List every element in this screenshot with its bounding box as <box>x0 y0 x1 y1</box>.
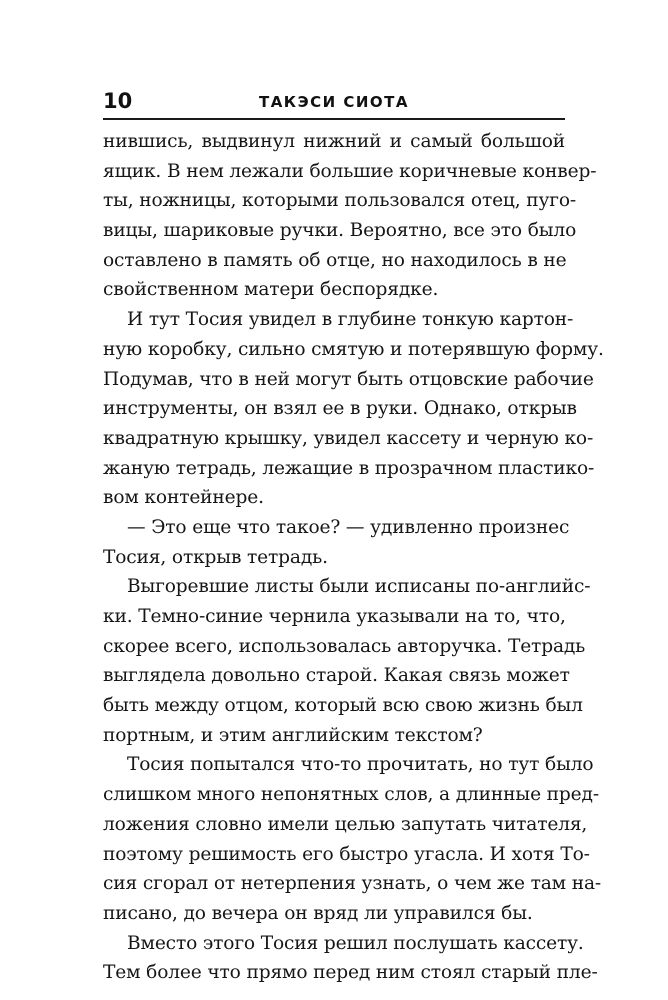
paragraph <box>103 572 591 750</box>
text-line: Вместо этого Тосия решил послушать кассету. <box>127 932 584 954</box>
text-line: Тосия, открыв тетрадь. <box>103 546 328 568</box>
text-line: быть между отцом, который всю свою жизнь был <box>103 695 583 717</box>
text-line: ложения словно имели целью запутать читателя, <box>103 813 588 835</box>
paragraph <box>103 127 597 305</box>
paragraph <box>103 750 602 928</box>
text-line: вом контейнере. <box>103 487 264 509</box>
text-line: Подумав, что в ней могут быть отцовские рабочие <box>103 368 594 390</box>
book-title: ТАКЭСИ СИОТА <box>258 93 410 111</box>
text-line: свойственном матери беспорядке. <box>103 279 439 301</box>
text-line: ящик. В нем лежали большие коричневые конвер- <box>103 160 597 182</box>
text-line: квадратную крышку, увидел кассету и черную ко- <box>103 427 594 449</box>
body-text <box>103 127 604 988</box>
text-line: жаную тетрадь, лежащие в прозрачном пластико- <box>103 457 595 479</box>
text-line: слишком много непонятных слов, а длинные пред- <box>103 784 599 806</box>
text-line: ную коробку, сильно смятую и потерявшую форму. <box>103 338 604 360</box>
text-line: поэтому решимость его быстро угасла. И хотя То- <box>103 843 590 865</box>
header-rule <box>103 118 565 120</box>
running-head <box>103 88 565 116</box>
paragraph <box>103 513 570 572</box>
text-line: ки. Темно-синие чернила указывали на то, что, <box>103 606 566 627</box>
text-line: ты, ножницы, которыми пользовался отец, пуго- <box>103 190 577 212</box>
text-line: инструменты, он взял ее в руки. Однако, открыв <box>103 398 577 420</box>
text-line: Выгоревшие листы были исписаны по-английс- <box>127 576 591 598</box>
text-line: портным, и этим английским текстом? <box>103 724 483 746</box>
paragraph <box>103 929 598 988</box>
text-line: И тут Тосия увидел в глубине тонкую картон- <box>127 309 574 331</box>
text-line: — Это еще что такое? — удивленно произнес <box>127 516 570 538</box>
text-line: сия сгорал от нетерпения узнать, о чем же там на- <box>103 873 602 895</box>
text-line: Тем более что прямо перед ним стоял старый пле- <box>103 962 598 984</box>
text-line: выглядела довольно старой. Какая связь может <box>103 665 570 687</box>
text-line: Тосия попытался что-то прочитать, но тут было <box>127 754 594 776</box>
text-line: нившись, выдвинул нижний и самый большой <box>103 131 565 152</box>
text-line: скорее всего, использовалась авторучка. Тетрадь <box>103 635 586 657</box>
text-line: вицы, шариковые ручки. Вероятно, все это было <box>103 220 577 242</box>
paragraph <box>103 305 604 513</box>
text-line: писано, до вечера он вряд ли управился бы. <box>103 902 533 924</box>
text-line: оставлено в память об отце, но находилось в не <box>103 249 567 271</box>
page-number: 10 <box>103 89 133 113</box>
